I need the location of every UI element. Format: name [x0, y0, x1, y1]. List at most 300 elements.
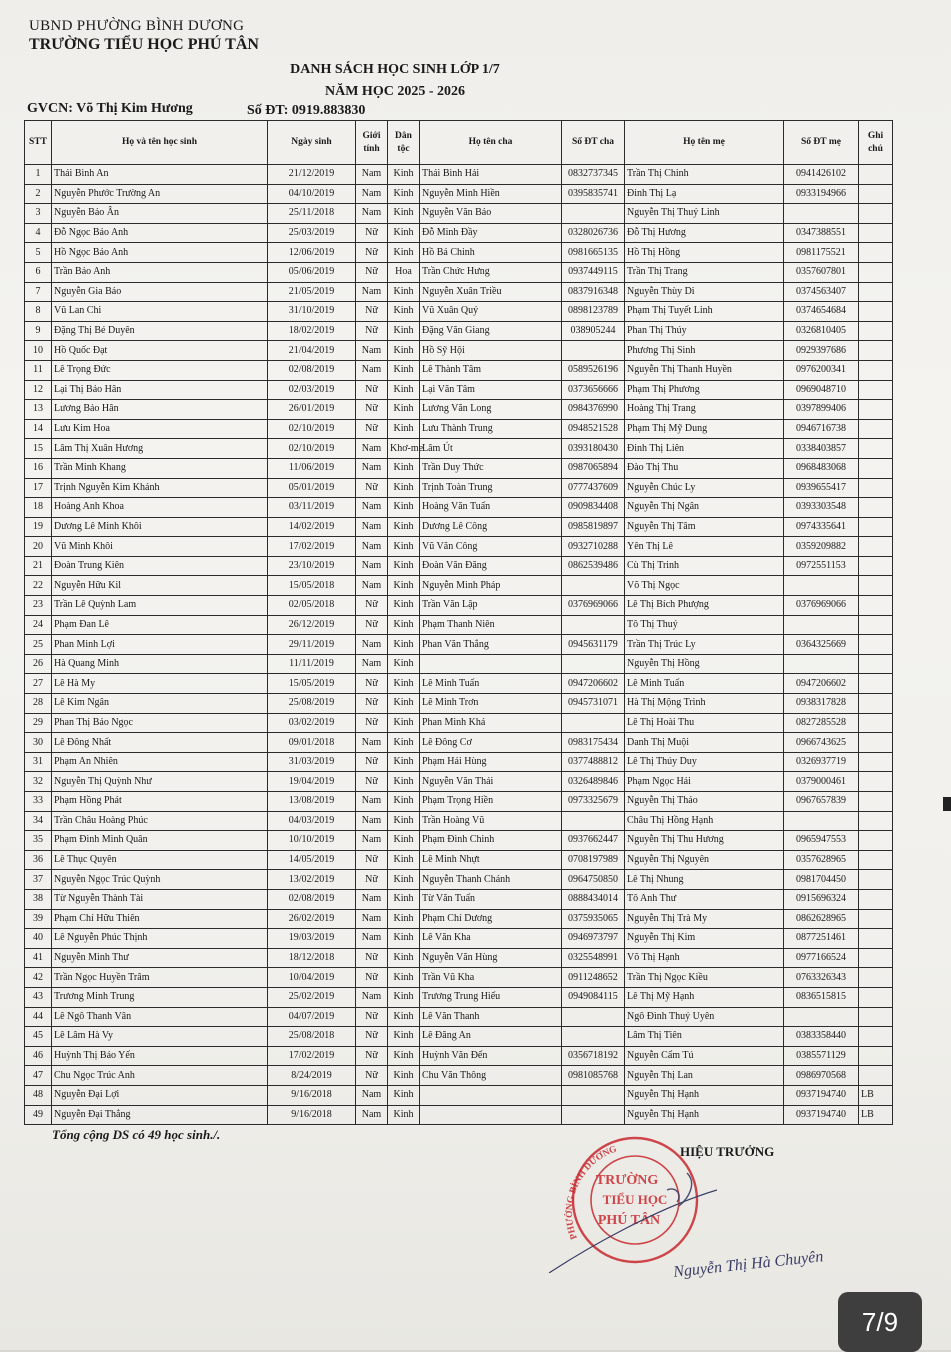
cell-mother-phone: 0937194740: [784, 1105, 859, 1125]
cell-father-name: Phan Minh Khá: [420, 713, 562, 733]
cell-student-name: Nguyễn Hữu Kil: [52, 576, 268, 596]
cell-mother-name: Phan Thị Thúy: [625, 321, 784, 341]
cell-ethnicity: Kinh: [388, 282, 420, 302]
cell-note: [859, 360, 893, 380]
table-row: [25, 635, 893, 655]
cell-mother-phone: 0836515815: [784, 987, 859, 1007]
cell-mother-name: Nguyễn Thị Thu Hương: [625, 831, 784, 851]
cell-mother-phone: 0338403857: [784, 439, 859, 459]
cell-sex: Nữ: [356, 419, 388, 439]
cell-student-name: Huỳnh Thị Bảo Yến: [52, 1046, 268, 1066]
table-row: [25, 1027, 893, 1047]
cell-student-name: Phạm Chí Hữu Thiên: [52, 909, 268, 929]
table-row: [25, 674, 893, 694]
cell-stt: 14: [25, 419, 52, 439]
cell-note: [859, 419, 893, 439]
col-header-father-phone: Số ĐT cha: [562, 121, 625, 165]
cell-sex: Nam: [356, 498, 388, 518]
table-row: [25, 733, 893, 753]
cell-student-name: Nguyễn Phước Trường An: [52, 184, 268, 204]
cell-student-name: Lương Bảo Hân: [52, 400, 268, 420]
cell-father-name: Đỗ Minh Đầy: [420, 223, 562, 243]
table-row: [25, 165, 893, 185]
table-row: [25, 1085, 893, 1105]
cell-dob: 02/10/2019: [268, 439, 356, 459]
cell-father-name: Lê Văn Kha: [420, 929, 562, 949]
cell-mother-name: Phạm Thị Mỹ Dung: [625, 419, 784, 439]
total-count: Tổng cộng DS có 49 học sinh./.: [52, 1127, 221, 1142]
cell-mother-phone: 0933194966: [784, 184, 859, 204]
cell-stt: 6: [25, 262, 52, 282]
table-row: [25, 1046, 893, 1066]
cell-father-phone: 0981665135: [562, 243, 625, 263]
cell-father-phone: 0949084115: [562, 987, 625, 1007]
cell-ethnicity: Kinh: [388, 537, 420, 557]
table-row: [25, 439, 893, 459]
cell-stt: 22: [25, 576, 52, 596]
cell-father-name: Vũ Văn Công: [420, 537, 562, 557]
cell-mother-name: Cù Thị Trinh: [625, 556, 784, 576]
cell-sex: Nam: [356, 576, 388, 596]
cell-mother-name: Đào Thị Thu: [625, 458, 784, 478]
cell-father-name: Phạm Thanh Niên: [420, 615, 562, 635]
cell-ethnicity: Kinh: [388, 576, 420, 596]
col-header-note: Ghi chú: [859, 121, 893, 165]
cell-ethnicity: Kinh: [388, 733, 420, 753]
cell-ethnicity: Kinh: [388, 929, 420, 949]
cell-student-name: Lê Hà My: [52, 674, 268, 694]
cell-mother-phone: 0393303548: [784, 498, 859, 518]
cell-sex: Nam: [356, 831, 388, 851]
col-header-mother: Họ tên mẹ: [625, 121, 784, 165]
cell-student-name: Nguyễn Đại Lợi: [52, 1085, 268, 1105]
cell-mother-name: Trần Thị Trúc Ly: [625, 635, 784, 655]
cell-note: [859, 1027, 893, 1047]
seal-ring-text: PHƯỜNG BÌNH DƯƠNG: [564, 1144, 619, 1241]
cell-father-phone: 0888434014: [562, 889, 625, 909]
cell-mother-phone: 0972551153: [784, 556, 859, 576]
cell-dob: 26/01/2019: [268, 400, 356, 420]
cell-sex: Nam: [356, 929, 388, 949]
table-row: [25, 498, 893, 518]
cell-sex: Nữ: [356, 321, 388, 341]
document-title: DANH SÁCH HỌC SINH LỚP 1/7: [290, 62, 500, 77]
cell-note: [859, 184, 893, 204]
cell-mother-phone: [784, 1007, 859, 1027]
cell-father-phone: [562, 654, 625, 674]
table-row: [25, 321, 893, 341]
cell-note: [859, 400, 893, 420]
cell-sex: Nam: [356, 635, 388, 655]
cell-mother-phone: [784, 811, 859, 831]
cell-ethnicity: Kinh: [388, 1027, 420, 1047]
cell-sex: Nữ: [356, 223, 388, 243]
cell-stt: 35: [25, 831, 52, 851]
col-header-stt: STT: [25, 121, 52, 165]
cell-stt: 38: [25, 889, 52, 909]
table-row: [25, 243, 893, 263]
cell-note: [859, 948, 893, 968]
cell-sex: Nam: [356, 556, 388, 576]
cell-stt: 19: [25, 517, 52, 537]
cell-mother-phone: 0969048710: [784, 380, 859, 400]
cell-dob: 10/04/2019: [268, 968, 356, 988]
cell-mother-phone: 0941426102: [784, 165, 859, 185]
cell-student-name: Phạm Đình Minh Quân: [52, 831, 268, 851]
table-row: [25, 596, 893, 616]
cell-student-name: Đỗ Ngọc Bảo Anh: [52, 223, 268, 243]
cell-father-name: Nguyễn Văn Hùng: [420, 948, 562, 968]
cell-stt: 44: [25, 1007, 52, 1027]
cell-student-name: Hồ Ngọc Bảo Anh: [52, 243, 268, 263]
cell-father-phone: 0909834408: [562, 498, 625, 518]
cell-father-name: Phạm Chí Dương: [420, 909, 562, 929]
cell-note: [859, 615, 893, 635]
cell-note: [859, 870, 893, 890]
cell-mother-phone: 0326810405: [784, 321, 859, 341]
cell-mother-name: Võ Thị Ngọc: [625, 576, 784, 596]
cell-dob: 21/05/2019: [268, 282, 356, 302]
cell-student-name: Trương Minh Trung: [52, 987, 268, 1007]
cell-father-name: Lê Minh Nhựt: [420, 850, 562, 870]
cell-stt: 18: [25, 498, 52, 518]
cell-student-name: Hồ Quốc Đạt: [52, 341, 268, 361]
cell-student-name: Vũ Lan Chi: [52, 302, 268, 322]
cell-stt: 3: [25, 204, 52, 224]
table-row: [25, 1066, 893, 1086]
cell-ethnicity: Kinh: [388, 792, 420, 812]
cell-dob: 05/01/2019: [268, 478, 356, 498]
table-row: [25, 380, 893, 400]
cell-mother-name: Nguyễn Thị Thuý Linh: [625, 204, 784, 224]
cell-student-name: Nguyễn Bảo Ân: [52, 204, 268, 224]
table-row: [25, 184, 893, 204]
cell-note: [859, 1007, 893, 1027]
cell-dob: 15/05/2018: [268, 576, 356, 596]
cell-dob: 03/11/2019: [268, 498, 356, 518]
cell-mother-phone: [784, 654, 859, 674]
cell-mother-name: Đinh Thị Liên: [625, 439, 784, 459]
cell-stt: 1: [25, 165, 52, 185]
table-row: [25, 615, 893, 635]
cell-mother-name: Nguyễn Thị Trà My: [625, 909, 784, 929]
cell-dob: 8/24/2019: [268, 1066, 356, 1086]
cell-mother-name: Nguyễn Thị Thanh Huyền: [625, 360, 784, 380]
cell-mother-name: Đinh Thị Lạ: [625, 184, 784, 204]
cell-ethnicity: Kinh: [388, 498, 420, 518]
cell-sex: Nam: [356, 733, 388, 753]
teacher-phone: Số ĐT: 0919.883830: [247, 103, 366, 118]
cell-dob: 15/05/2019: [268, 674, 356, 694]
cell-note: [859, 302, 893, 322]
cell-note: [859, 439, 893, 459]
cell-dob: 31/10/2019: [268, 302, 356, 322]
cell-stt: 27: [25, 674, 52, 694]
table-row: [25, 556, 893, 576]
cell-father-name: [420, 1085, 562, 1105]
cell-father-phone: 0985819897: [562, 517, 625, 537]
cell-ethnicity: Kinh: [388, 243, 420, 263]
cell-stt: 43: [25, 987, 52, 1007]
cell-mother-phone: 0981704450: [784, 870, 859, 890]
cell-father-name: Nguyễn Văn Thái: [420, 772, 562, 792]
cell-ethnicity: Kinh: [388, 987, 420, 1007]
cell-father-phone: 0898123789: [562, 302, 625, 322]
cell-ethnicity: Kinh: [388, 850, 420, 870]
cell-father-phone: [562, 341, 625, 361]
cell-father-phone: 0373656666: [562, 380, 625, 400]
cell-father-name: Trần Chức Hưng: [420, 262, 562, 282]
cell-note: [859, 1046, 893, 1066]
cell-dob: 03/02/2019: [268, 713, 356, 733]
cell-student-name: Nguyễn Thị Quỳnh Như: [52, 772, 268, 792]
cell-father-phone: 0981085768: [562, 1066, 625, 1086]
cell-ethnicity: Kinh: [388, 909, 420, 929]
cell-mother-phone: 0326937719: [784, 752, 859, 772]
cell-ethnicity: Kinh: [388, 556, 420, 576]
cell-ethnicity: Khơ-me: [388, 439, 420, 459]
cell-sex: Nam: [356, 537, 388, 557]
table-row: [25, 458, 893, 478]
cell-note: [859, 694, 893, 714]
cell-father-name: Lê Minh Tuấn: [420, 674, 562, 694]
cell-student-name: Lê Trọng Đức: [52, 360, 268, 380]
cell-mother-phone: 0977166524: [784, 948, 859, 968]
table-row: [25, 478, 893, 498]
cell-father-phone: 0777437609: [562, 478, 625, 498]
cell-student-name: Nguyễn Đại Thắng: [52, 1105, 268, 1125]
cell-note: [859, 498, 893, 518]
cell-mother-phone: 0915696324: [784, 889, 859, 909]
cell-stt: 28: [25, 694, 52, 714]
cell-mother-phone: 0965947553: [784, 831, 859, 851]
cell-note: [859, 713, 893, 733]
table-row: [25, 811, 893, 831]
cell-sex: Nữ: [356, 752, 388, 772]
cell-stt: 20: [25, 537, 52, 557]
cell-dob: 25/02/2019: [268, 987, 356, 1007]
cell-dob: 10/10/2019: [268, 831, 356, 851]
cell-father-phone: 0356718192: [562, 1046, 625, 1066]
seal-line-2: TIỂU HỌC: [602, 1192, 668, 1207]
cell-note: LB: [859, 1085, 893, 1105]
cell-sex: Nữ: [356, 674, 388, 694]
cell-mother-phone: 0376969066: [784, 596, 859, 616]
cell-dob: 14/05/2019: [268, 850, 356, 870]
cell-father-phone: 0937449115: [562, 262, 625, 282]
cell-ethnicity: Kinh: [388, 615, 420, 635]
cell-mother-name: Nguyễn Thị Tâm: [625, 517, 784, 537]
cell-mother-name: Nguyễn Thị Hồng: [625, 654, 784, 674]
cell-student-name: Đoàn Trung Kiên: [52, 556, 268, 576]
cell-father-name: Trần Hoàng Vũ: [420, 811, 562, 831]
cell-sex: Nữ: [356, 262, 388, 282]
cell-father-phone: 0932710288: [562, 537, 625, 557]
cell-dob: 21/12/2019: [268, 165, 356, 185]
cell-student-name: Chu Ngọc Trúc Anh: [52, 1066, 268, 1086]
cell-student-name: Hà Quang Minh: [52, 654, 268, 674]
cell-mother-phone: 0374563407: [784, 282, 859, 302]
cell-student-name: Đặng Thị Bé Duyên: [52, 321, 268, 341]
cell-father-phone: 0973325679: [562, 792, 625, 812]
cell-mother-name: Trần Thị Chinh: [625, 165, 784, 185]
cell-dob: 04/07/2019: [268, 1007, 356, 1027]
cell-dob: 21/04/2019: [268, 341, 356, 361]
cell-father-phone: [562, 576, 625, 596]
cell-student-name: Nguyễn Gia Bảo: [52, 282, 268, 302]
cell-mother-name: Nguyễn Thị Hạnh: [625, 1105, 784, 1125]
cell-ethnicity: Kinh: [388, 380, 420, 400]
cell-mother-phone: 0397899406: [784, 400, 859, 420]
cell-father-name: Lê Minh Trơn: [420, 694, 562, 714]
cell-father-name: [420, 1105, 562, 1125]
table-row: [25, 223, 893, 243]
cell-stt: 13: [25, 400, 52, 420]
cell-sex: Nam: [356, 165, 388, 185]
cell-stt: 33: [25, 792, 52, 812]
cell-ethnicity: Kinh: [388, 870, 420, 890]
cell-note: [859, 321, 893, 341]
cell-mother-phone: 0357607801: [784, 262, 859, 282]
seal-line-3: PHÚ TÂN: [597, 1213, 661, 1228]
cell-note: [859, 556, 893, 576]
cell-student-name: Vũ Minh Khôi: [52, 537, 268, 557]
cell-father-name: Nguyễn Xuân Triều: [420, 282, 562, 302]
cell-note: [859, 243, 893, 263]
cell-dob: 25/11/2018: [268, 204, 356, 224]
cell-father-name: Trần Duy Thức: [420, 458, 562, 478]
cell-father-phone: 0911248652: [562, 968, 625, 988]
cell-sex: Nữ: [356, 1066, 388, 1086]
cell-ethnicity: Kinh: [388, 1066, 420, 1086]
cell-father-name: Đặng Văn Giang: [420, 321, 562, 341]
cell-dob: 29/11/2019: [268, 635, 356, 655]
org-name: UBND PHƯỜNG BÌNH DƯƠNG: [29, 18, 245, 34]
cell-sex: Nam: [356, 204, 388, 224]
table-row: [25, 889, 893, 909]
cell-father-phone: 0325548991: [562, 948, 625, 968]
cell-note: [859, 478, 893, 498]
cell-stt: 17: [25, 478, 52, 498]
cell-dob: 02/03/2019: [268, 380, 356, 400]
cell-mother-name: Châu Thị Hồng Hạnh: [625, 811, 784, 831]
cell-mother-name: Hồ Thị Hồng: [625, 243, 784, 263]
cell-sex: Nữ: [356, 948, 388, 968]
cell-stt: 30: [25, 733, 52, 753]
cell-sex: Nam: [356, 811, 388, 831]
cell-father-name: Lương Văn Long: [420, 400, 562, 420]
school-name: TRƯỜNG TIỂU HỌC PHÚ TÂN: [29, 36, 259, 53]
cell-father-name: Trần Văn Lập: [420, 596, 562, 616]
cell-stt: 32: [25, 772, 52, 792]
table-row: [25, 419, 893, 439]
cell-note: [859, 458, 893, 478]
cell-note: [859, 635, 893, 655]
cell-ethnicity: Kinh: [388, 360, 420, 380]
cell-father-phone: [562, 1085, 625, 1105]
cell-mother-phone: 0364325669: [784, 635, 859, 655]
cell-sex: Nữ: [356, 302, 388, 322]
cell-note: [859, 341, 893, 361]
cell-father-name: Từ Văn Tuấn: [420, 889, 562, 909]
cell-note: [859, 850, 893, 870]
cell-student-name: Lê Lâm Hà Vy: [52, 1027, 268, 1047]
cell-sex: Nữ: [356, 772, 388, 792]
cell-mother-name: Hoàng Thị Trang: [625, 400, 784, 420]
cell-dob: 14/02/2019: [268, 517, 356, 537]
cell-stt: 46: [25, 1046, 52, 1066]
cell-sex: Nam: [356, 458, 388, 478]
cell-mother-name: Trần Thị Trang: [625, 262, 784, 282]
cell-student-name: Lại Thị Bảo Hân: [52, 380, 268, 400]
cell-father-phone: [562, 811, 625, 831]
cell-father-name: Lâm Út: [420, 439, 562, 459]
cell-dob: 11/06/2019: [268, 458, 356, 478]
cell-dob: 26/02/2019: [268, 909, 356, 929]
cell-father-name: Vũ Xuân Quý: [420, 302, 562, 322]
cell-father-name: Hồ Bá Chinh: [420, 243, 562, 263]
cell-father-phone: [562, 1105, 625, 1125]
table-row: [25, 772, 893, 792]
cell-father-phone: 0987065894: [562, 458, 625, 478]
cell-father-name: Lê Thành Tâm: [420, 360, 562, 380]
student-table: [24, 120, 893, 1125]
cell-student-name: Lâm Thị Xuân Hương: [52, 439, 268, 459]
table-row: [25, 929, 893, 949]
cell-mother-phone: 0929397686: [784, 341, 859, 361]
cell-father-name: Trần Vũ Kha: [420, 968, 562, 988]
cell-mother-phone: 0763326343: [784, 968, 859, 988]
cell-father-phone: 0395835741: [562, 184, 625, 204]
cell-mother-name: Lê Thị Nhung: [625, 870, 784, 890]
cell-dob: 25/08/2019: [268, 694, 356, 714]
cell-stt: 31: [25, 752, 52, 772]
cell-ethnicity: Kinh: [388, 223, 420, 243]
cell-mother-name: Phạm Thị Tuyết Linh: [625, 302, 784, 322]
cell-father-phone: [562, 1007, 625, 1027]
cell-note: [859, 811, 893, 831]
table-row: [25, 654, 893, 674]
cell-stt: 2: [25, 184, 52, 204]
cell-father-phone: 0326489846: [562, 772, 625, 792]
cell-ethnicity: Kinh: [388, 184, 420, 204]
cell-student-name: Phan Minh Lợi: [52, 635, 268, 655]
cell-student-name: Hoàng Anh Khoa: [52, 498, 268, 518]
cell-father-phone: 0377488812: [562, 752, 625, 772]
cell-mother-phone: 0967657839: [784, 792, 859, 812]
cell-mother-phone: [784, 204, 859, 224]
seal-line-1: TRƯỜNG: [595, 1173, 659, 1188]
table-row: [25, 400, 893, 420]
cell-dob: 17/02/2019: [268, 1046, 356, 1066]
cell-dob: 04/10/2019: [268, 184, 356, 204]
cell-dob: 25/08/2018: [268, 1027, 356, 1047]
cell-father-phone: 0837916348: [562, 282, 625, 302]
cell-stt: 24: [25, 615, 52, 635]
col-header-dob: Ngày sinh: [268, 121, 356, 165]
cell-mother-phone: 0986970568: [784, 1066, 859, 1086]
cell-sex: Nam: [356, 282, 388, 302]
cell-mother-phone: 0939655417: [784, 478, 859, 498]
cell-mother-phone: 0862628965: [784, 909, 859, 929]
cell-stt: 39: [25, 909, 52, 929]
cell-stt: 29: [25, 713, 52, 733]
cell-dob: 09/01/2018: [268, 733, 356, 753]
cell-sex: Nữ: [356, 694, 388, 714]
cell-father-phone: 0945631179: [562, 635, 625, 655]
cell-sex: Nam: [356, 889, 388, 909]
cell-ethnicity: Kinh: [388, 419, 420, 439]
